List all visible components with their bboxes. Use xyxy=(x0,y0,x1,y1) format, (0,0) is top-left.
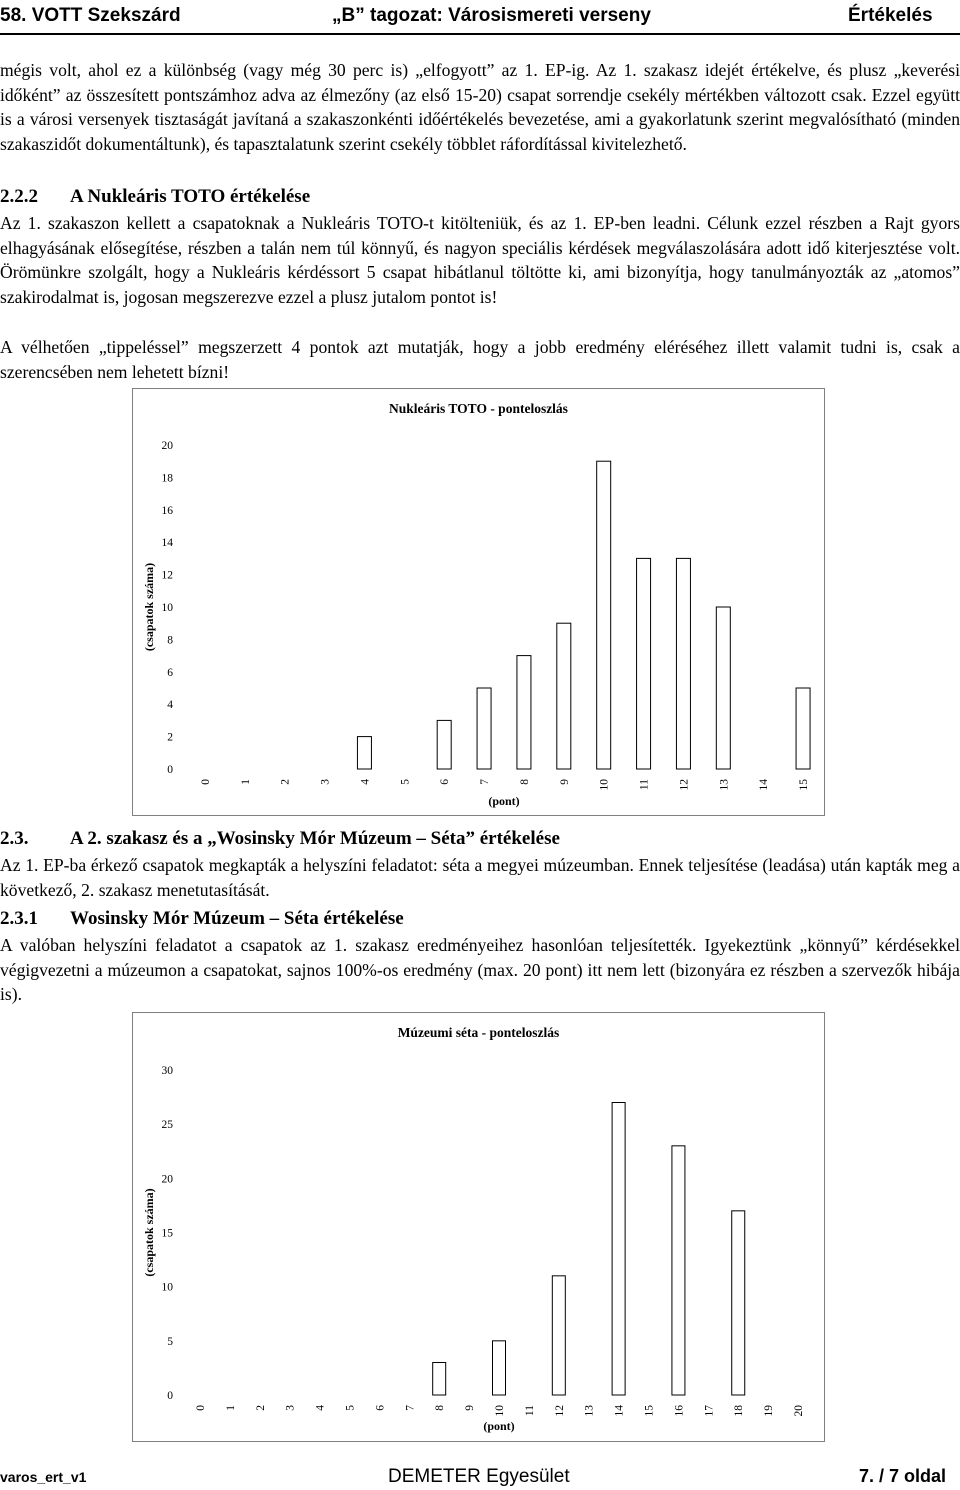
bar xyxy=(493,1341,506,1395)
heading-number: 2.3.1 xyxy=(0,908,38,929)
x-tick-label: 1 xyxy=(239,779,252,785)
chart-nuclear-toto xyxy=(132,388,825,816)
x-tick-label: 16 xyxy=(673,1405,686,1417)
x-tick-label: 14 xyxy=(613,1405,626,1417)
y-tick-label: 0 xyxy=(167,764,173,776)
y-axis-label: (csapatok száma) xyxy=(142,562,156,652)
y-tick-label: 10 xyxy=(161,602,173,614)
bar xyxy=(676,558,690,769)
heading-number: 2.2.2 xyxy=(0,186,38,207)
chart-museum-walk-svg xyxy=(133,1013,824,1441)
x-tick-label: 15 xyxy=(643,1405,656,1417)
bar xyxy=(557,623,571,769)
y-tick-label: 0 xyxy=(167,1390,173,1402)
x-tick-label: 6 xyxy=(374,1405,387,1411)
bar xyxy=(637,558,651,769)
x-tick-label: 20 xyxy=(793,1405,806,1417)
y-tick-label: 25 xyxy=(161,1119,173,1132)
x-tick-label: 17 xyxy=(703,1405,716,1417)
x-tick-label: 3 xyxy=(319,779,332,785)
bar xyxy=(517,656,531,769)
bar xyxy=(477,688,491,769)
x-tick-label: 11 xyxy=(523,1405,536,1417)
x-tick-label: 1 xyxy=(224,1405,237,1411)
bar xyxy=(672,1146,685,1395)
y-tick-label: 5 xyxy=(167,1335,173,1348)
x-tick-label: 2 xyxy=(279,779,292,785)
page-header xyxy=(0,0,960,34)
bar xyxy=(716,607,730,769)
heading-text: Wosinsky Mór Múzeum – Séta értékelése xyxy=(70,908,404,929)
x-tick-label: 5 xyxy=(399,779,412,785)
section-heading-2-2-2 xyxy=(0,186,960,208)
x-tick-label: 9 xyxy=(464,1405,477,1411)
paragraph-2: Az 1. szakaszon kellett a csapatoknak a Nukleáris TOTO-t kitölteniük, és az 1. EP-ben leadni. Célunk ezzel részben a Rajt gyors elhagyásának elősegítése, részben a talán nem túl könnyű, és nagyon speciális kérdések megválaszolására adott idő kiterjesztése volt. Örömünkre szolgált, hogy a Nukleáris kérdéssort 5 csapat hibátlanul töltötte ki, ami bizonyítja, hogy tanulmányozták az „atomos” szakirodalmat is, jogosan megszerezve ezzel a plusz jutalom pontot is! xyxy=(0,213,960,307)
paragraph-3: A vélhetően „tippeléssel” megszerzett 4 pontok azt mutatják, hogy a jobb eredmény eléréséhez illett valamit tudni is, csak a szerencsében nem lehetett bízni! xyxy=(0,337,960,382)
x-tick-label: 5 xyxy=(344,1405,357,1411)
x-tick-label: 6 xyxy=(439,779,452,785)
y-tick-label: 16 xyxy=(161,504,173,517)
footer-left: varos_ert_v1 xyxy=(0,1469,87,1485)
bar xyxy=(552,1276,565,1395)
header-rule xyxy=(0,33,960,35)
y-tick-label: 8 xyxy=(167,634,173,647)
y-tick-label: 12 xyxy=(161,569,173,582)
bar xyxy=(597,461,611,769)
x-tick-label: 0 xyxy=(194,1405,207,1411)
x-tick-label: 18 xyxy=(733,1405,746,1417)
section-heading-2-3-1 xyxy=(0,908,960,930)
x-tick-label: 15 xyxy=(798,779,811,791)
y-tick-label: 2 xyxy=(167,731,173,744)
x-tick-label: 14 xyxy=(758,779,771,791)
footer-right: 7. / 7 oldal xyxy=(858,1466,946,1486)
header-left: 58. VOTT Szekszárd xyxy=(0,5,181,26)
x-tick-label: 10 xyxy=(598,779,611,791)
y-tick-label: 10 xyxy=(161,1281,173,1294)
x-tick-label: 13 xyxy=(583,1405,596,1417)
y-tick-label: 18 xyxy=(161,472,173,485)
y-tick-label: 30 xyxy=(161,1065,173,1077)
x-tick-label: 2 xyxy=(254,1405,267,1411)
chart-title: Múzeumi séta - ponteloszlás xyxy=(397,1025,560,1040)
heading-number: 2.3. xyxy=(0,828,29,849)
x-tick-label: 8 xyxy=(434,1405,447,1411)
header-center: „B” tagozat: Városismereti verseny xyxy=(332,5,651,26)
x-axis-label: (pont) xyxy=(488,794,520,808)
paragraph-5: A valóban helyszíni feladatot a csapatok az 1. szakasz eredményeihez hasonlóan teljesítették. Igyekeztünk „könnyű” kérdésekkel végigvezetni a múzeumon a csapatokat, sajnos 100%-os eredmény (max. 20 pont) itt nem lett (bizonyára ez részben a szervezők hibája is). xyxy=(0,935,960,1004)
header-right: Értékelés xyxy=(848,5,933,26)
y-tick-label: 4 xyxy=(167,699,173,712)
chart-nuclear-toto-svg xyxy=(133,389,824,815)
chart-museum-walk xyxy=(132,1012,825,1442)
chart-title: Nukleáris TOTO - ponteloszlás xyxy=(389,401,568,416)
x-tick-label: 0 xyxy=(199,779,212,785)
y-axis-label: (csapatok száma) xyxy=(142,1188,156,1277)
x-axis-label: (pont) xyxy=(483,1419,515,1433)
x-tick-label: 11 xyxy=(638,779,651,791)
x-tick-label: 3 xyxy=(284,1405,297,1411)
y-tick-label: 6 xyxy=(167,666,173,679)
y-tick-label: 20 xyxy=(161,1173,173,1186)
x-tick-label: 4 xyxy=(314,1405,327,1411)
bar xyxy=(732,1211,745,1395)
x-tick-label: 7 xyxy=(479,779,492,785)
section-heading-2-3 xyxy=(0,828,960,850)
page-footer xyxy=(0,1466,960,1490)
x-tick-label: 8 xyxy=(518,779,531,785)
y-tick-label: 14 xyxy=(161,537,173,550)
x-tick-label: 9 xyxy=(558,779,571,785)
y-tick-label: 15 xyxy=(161,1227,173,1240)
x-tick-label: 7 xyxy=(404,1405,417,1411)
footer-center: DEMETER Egyesület xyxy=(388,1466,570,1487)
heading-text: A 2. szakasz és a „Wosinsky Mór Múzeum – Séta” értékelése xyxy=(70,828,560,849)
x-tick-label: 12 xyxy=(678,779,691,791)
bar xyxy=(437,720,451,769)
heading-text: A Nukleáris TOTO értékelése xyxy=(70,186,311,207)
x-tick-label: 4 xyxy=(359,779,372,785)
y-tick-label: 20 xyxy=(161,440,173,452)
bar xyxy=(433,1363,446,1396)
bar xyxy=(612,1103,625,1396)
paragraph-1: mégis volt, ahol ez a különbség (vagy még 30 perc is) „elfogyott” az 1. EP-ig. Az 1. szakasz idejét értékelve, és plusz „keverési időként” az összesített pontszámhoz adva az élmezőny (az első 15-20) csapat sorrendje csekély mértékben változott csak. Ezzel együtt is a városi versenyek tisztaságát javítaná a szakaszonkénti időértékelés bevezetése, ami a gyakorlatunk szerint megvalósítható (minden szakaszidőt dokumentáltunk), és tapasztalatunk szerint csekély többlet ráfordítással kivitelezhető. xyxy=(0,60,960,154)
x-tick-label: 12 xyxy=(553,1405,566,1417)
x-tick-label: 19 xyxy=(763,1405,776,1417)
paragraph-4: Az 1. EP-ba érkező csapatok megkapták a helyszíni feladatot: séta a megyei múzeumban. Ennek teljesítése (leadása) után kapták meg a következő, 2. szakasz menetutasítását. xyxy=(0,855,960,900)
x-tick-label: 13 xyxy=(718,779,731,791)
x-tick-label: 10 xyxy=(494,1405,506,1417)
bar xyxy=(796,688,810,769)
bar xyxy=(357,737,371,769)
